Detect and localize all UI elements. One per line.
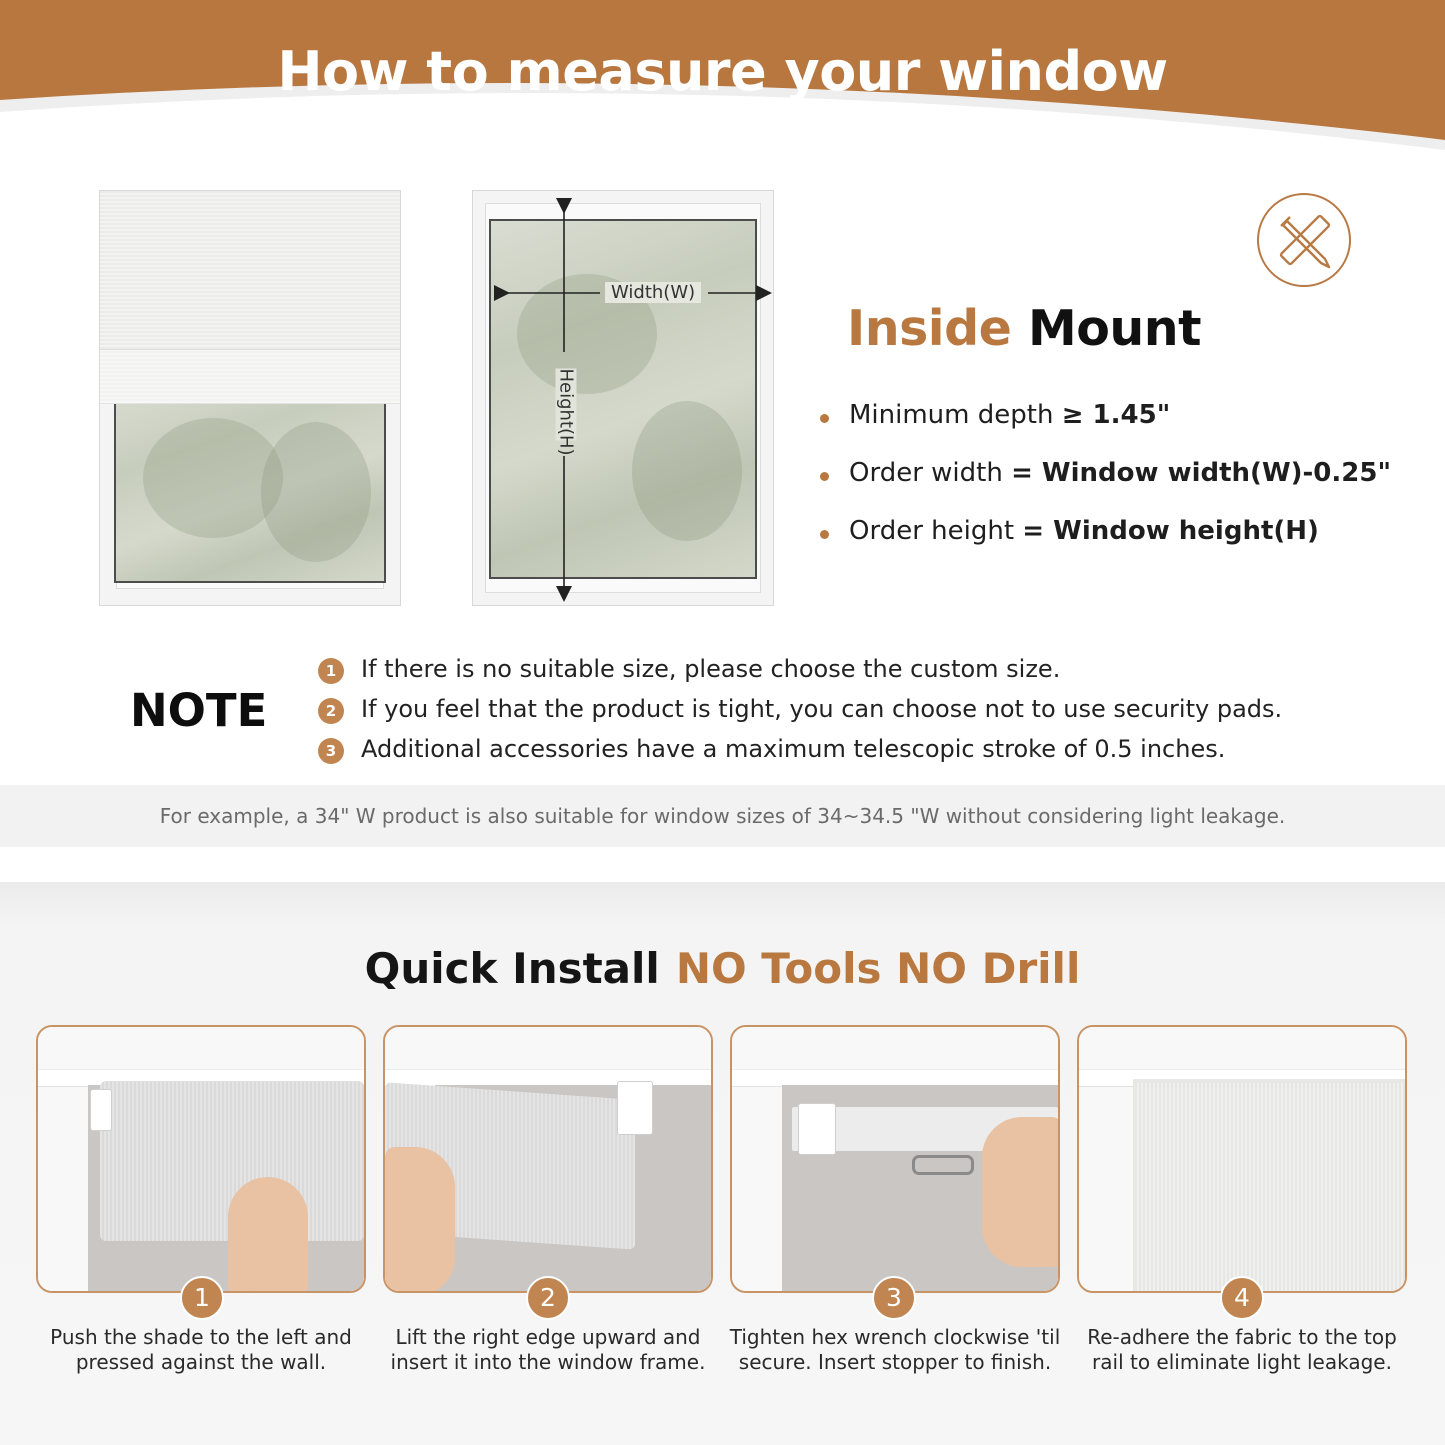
step-caption-line: secure. Insert stopper to finish. [738,1350,1052,1374]
install-step-2-photo [383,1025,713,1293]
bullet-dot [820,472,829,481]
page-title: How to measure your window [277,40,1168,103]
step-number-badge: 4 [1220,1276,1264,1320]
bullet-dot [820,414,829,423]
requirement-order-height [818,516,1438,574]
requirement-value: ≥ 1.45" [1061,400,1171,430]
install-step-4-photo [1077,1025,1407,1293]
note-item [318,735,1418,775]
install-title-main: Quick Install [364,944,660,993]
note-number-badge: 1 [318,658,344,684]
note-number-badge: 2 [318,698,344,724]
ruler-pencil-icon [1257,193,1351,287]
inside-mount-title [847,300,1201,357]
bracket [90,1089,112,1131]
hand [228,1177,308,1293]
example-text: For example, a 34" W product is also suitable for window sizes of 34~34.5 "W without considering light leakage. [159,804,1286,828]
step-caption-line: Tighten hex wrench clockwise 'til [729,1325,1061,1349]
inside-mount-title-accent: Inside [847,300,1012,357]
note-text: Additional accessories have a maximum telescopic stroke of 0.5 inches. [361,735,1226,763]
height-label: Height(H) [555,368,577,456]
inside-mount-requirements [818,400,1438,574]
note-number-badge: 3 [318,738,344,764]
step-caption [725,1325,1065,1375]
hand [982,1117,1060,1267]
step-caption [31,1325,371,1375]
roller-shade-fabric [100,191,400,404]
requirement-label: Minimum depth [849,400,1062,430]
inside-mount-title-rest: Mount [1027,300,1202,357]
install-step-1-photo [36,1025,366,1293]
note-text: If there is no suitable size, please choose the custom size. [361,655,1061,683]
bullet-dot [820,530,829,539]
step-caption-line: Lift the right edge upward and [395,1325,701,1349]
window-glass [114,387,386,583]
requirement-label: Order width [849,458,1012,488]
requirement-value: = Window width(W)-0.25" [1011,458,1391,488]
step-number-badge: 2 [526,1276,570,1320]
step-caption-line: Push the shade to the left and [50,1325,352,1349]
step-caption [1072,1325,1412,1375]
requirement-value: = Window height(H) [1022,516,1319,546]
step-caption-line: pressed against the wall. [75,1350,327,1374]
width-label: Width(W) [605,282,701,303]
bracket [798,1103,836,1155]
shade-hem [100,349,400,404]
window-with-shade-illustration [99,190,401,606]
requirement-minimum-depth [818,400,1438,458]
step-caption-line: insert it into the window frame. [390,1350,706,1374]
note-item [318,695,1418,735]
measurement-arrows [472,190,774,606]
step-number-badge: 1 [180,1276,224,1320]
step-number-badge: 3 [872,1276,916,1320]
header-banner [0,0,1445,160]
note-list [318,655,1418,775]
install-title [0,944,1445,993]
note-text: If you feel that the product is tight, you can choose not to use security pads. [361,695,1283,723]
note-item [318,655,1418,695]
hand [385,1147,455,1293]
note-heading: NOTE [130,684,268,737]
step-caption-line: rail to eliminate light leakage. [1092,1350,1392,1374]
step-caption-line: Re-adhere the fabric to the top [1087,1325,1397,1349]
hex-wrench-icon [912,1155,974,1175]
bracket [617,1081,653,1135]
requirement-order-width [818,458,1438,516]
step-caption [378,1325,718,1375]
requirement-label: Order height [849,516,1023,546]
shade-fabric [1137,1083,1405,1291]
example-band [0,785,1445,847]
install-title-accent: NO Tools NO Drill [675,944,1081,993]
install-step-3-photo [730,1025,1060,1293]
